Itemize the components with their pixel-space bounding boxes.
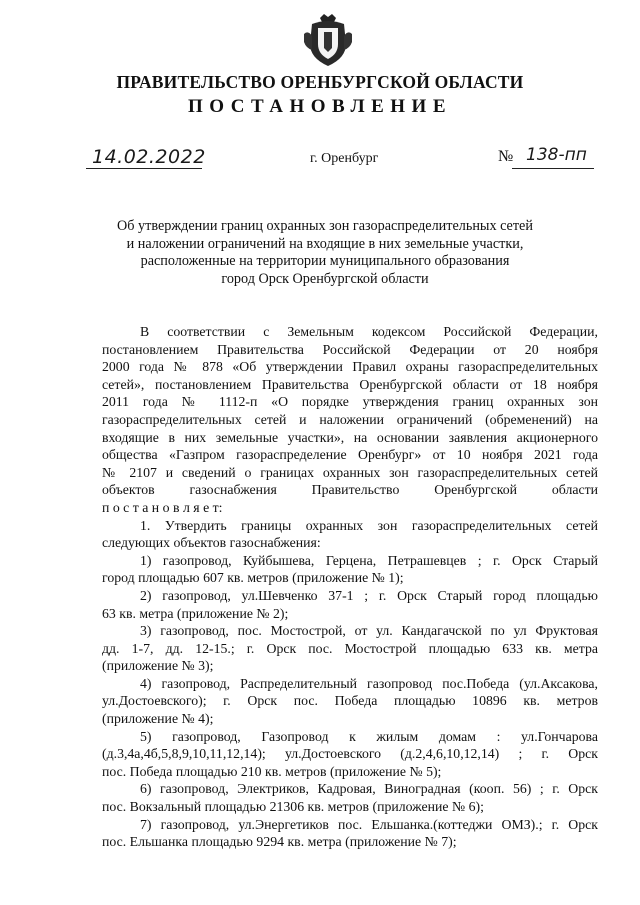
document-number: 138-пп [526,145,587,165]
body-line: 4) газопровод, Распределительный газопровод пос.Победа (ул.Аксакова, [140,675,598,691]
body-line: В соответствии с Земельным кодексом Российской Федерации, [140,324,598,339]
title-line: и наложении ограничений на входящие в них земельные участки, [126,235,524,252]
body-line: 2) газопровод, ул.Шевченко 37-1 ; г. Орск Старый город площадью [140,587,598,603]
body-line: постановлением Правительства Российской Федерации от 20 ноября [102,341,598,357]
organization-name: ПРАВИТЕЛЬСТВО ОРЕНБУРГСКОЙ ОБЛАСТИ [116,72,524,92]
number-underline [512,168,594,169]
date-underline [86,168,202,169]
body-line: газораспределительных сетей и наложении ограничений (обременений) на [102,411,598,427]
body-line: 1) газопровод, Куйбышева, Герцена, Петрашевцев ; г. Орск Старый [140,552,598,568]
body-line: 2000 года № 878 «Об утверждении Правил охраны газораспределительных [102,359,598,375]
title-line: расположенные на территории муниципального образования [140,253,510,269]
body-line: общества «Газпром газораспределение Оренбург» от 10 ноября 2021 года [102,447,598,463]
coat-of-arms-emblem [302,14,354,68]
body-line: 6) газопровод, Электриков, Кадровая, Виноградная (кооп. 56) ; г. Орск [140,781,598,797]
body-line: пос. Ельшанка площадью 9294 кв. метра (приложение № 7); [102,834,457,850]
document-body [102,323,598,851]
number-label: № [498,148,514,165]
document-city: г. Оренбург [310,151,379,166]
body-line: (приложение № 3); [102,658,214,674]
body-line: 5) газопровод, Газопровод к жилым домам : ул.Гончарова [140,728,598,744]
body-line: дд. 1-7, дд. 12-15.; г. Орск пос. Мостострой площадью 633 кв. метра [102,640,598,656]
body-line: (д.3,4а,4б,5,8,9,10,11,12,14); ул.Достоевского (д.2,4,6,10,12,14) ; г. Орск [102,746,598,762]
body-line: следующих объектов газоснабжения: [102,535,321,551]
body-line: 1. Утвердить границы охранных зон газораспределительных сетей [140,517,598,533]
body-line: ул.Достоевского); г. Орск пос. Победа площадью 10896 кв. метров [102,693,598,709]
body-line: сетей», постановлением Правительства Оренбургской области от 18 ноября [102,376,598,392]
body-line: 7) газопровод, ул.Энергетиков пос. Ельшанка.(коттеджи ОМЗ).; г. Орск [140,816,598,832]
body-line: (приложение № 4); [102,711,214,727]
title-line: Об утверждении границ охранных зон газораспределительных сетей [117,218,533,234]
document-title [80,218,570,288]
body-line: 3) газопровод, пос. Мостострой, от ул. Кандагачской по ул Фруктовая [140,623,598,639]
body-line: 63 кв. метра (приложение № 2); [102,605,289,621]
body-line: входящие в них земельные участки», на основании заявления акционерного [102,429,598,445]
body-line: пос. Победа площадью 210 кв. метров (приложение № 5); [102,763,442,779]
title-line: город Орск Оренбургской области [221,270,429,287]
body-line: объектов газоснабжения Правительство Оренбургской области [102,482,598,498]
body-line: № 2107 и сведений о границах охранных зон газораспределительных сетей [102,464,598,480]
body-line: 2011 года № 1112-п «О порядке утверждения границ охранных зон [102,394,598,410]
body-line: пос. Вокзальный площадью 21306 кв. метров (приложение № 6); [102,799,484,815]
document-type: ПОСТАНОВЛЕНИЕ [187,96,453,117]
document-date: 14.02.2022 [92,146,206,168]
resolves-line: п о с т а н о в л я е т: [102,499,223,515]
body-line: город площадью 607 кв. метров (приложение № 1); [102,570,404,586]
